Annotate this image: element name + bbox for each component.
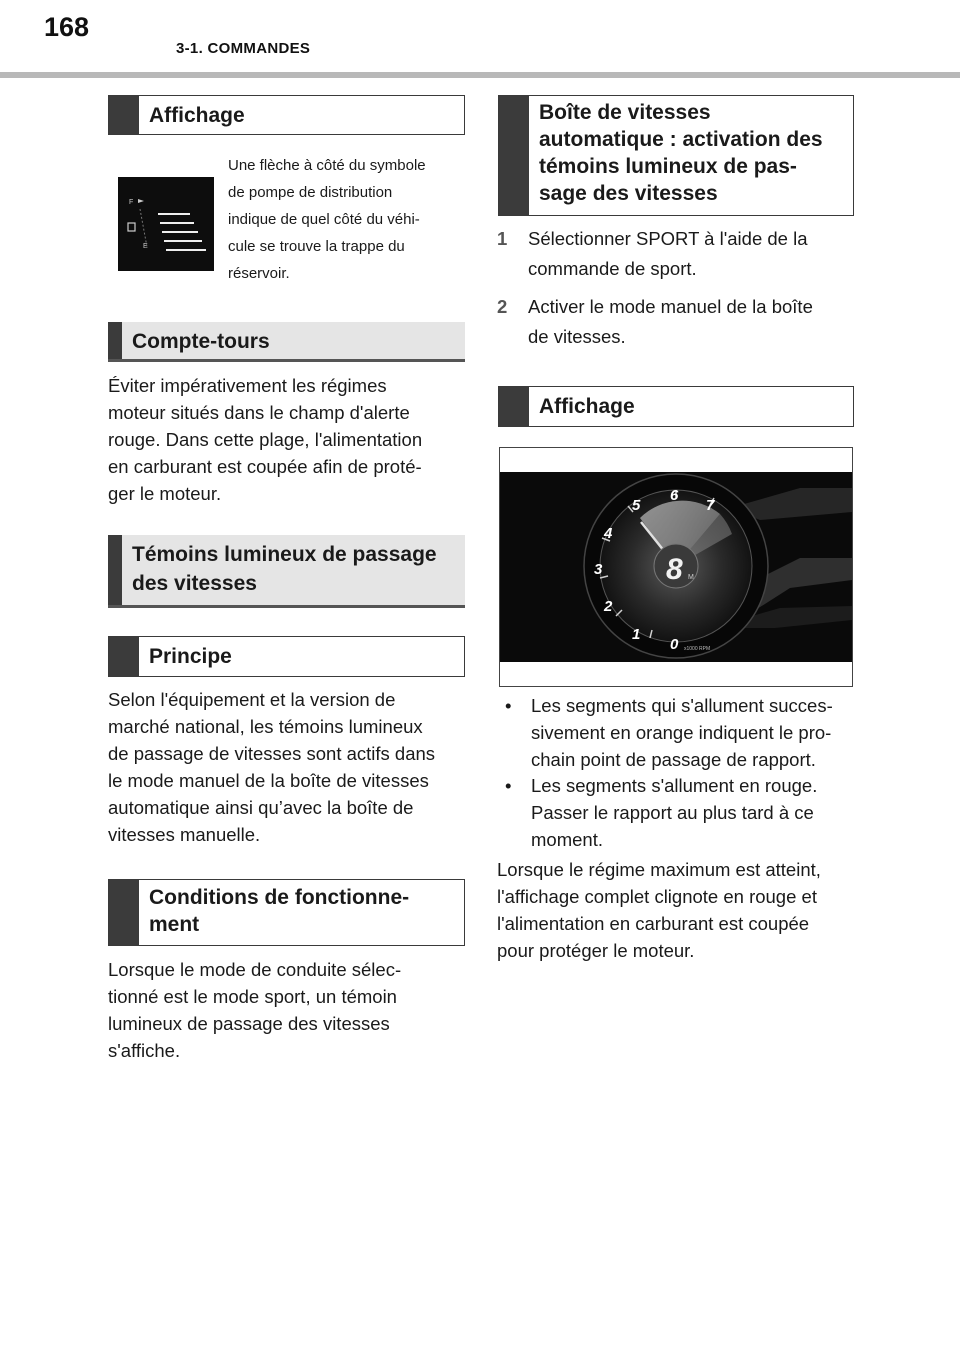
heading-temoins [108,535,465,608]
text-line: chain point de passage de rapport. [531,749,816,770]
text-line: en carburant est coupée afin de proté- [108,456,422,477]
text-line: sivement en orange indiquent le pro- [531,722,832,743]
step-number: 1 [497,228,508,249]
bullet-red-segments [505,772,865,853]
heading-text: Affichage [539,395,635,418]
step-number: 2 [497,296,508,317]
text-line: l'alimentation en carburant est coupée [497,913,810,934]
bullet-text [531,692,861,773]
text-line: vitesses manuelle. [108,824,261,845]
conditions-paragraph [108,956,470,1064]
fuel-gauge-icon [118,177,214,271]
heading-text [529,96,833,215]
heading-line: automatique : activation des [539,128,823,151]
heading-bar [109,637,139,676]
bullet-orange-segments [505,692,865,773]
compte-tours-paragraph [108,372,468,507]
text-line: réservoir. [228,265,290,282]
text-line: Lorsque le régime maximum est atteint, [497,859,821,880]
heading-compte-tours [108,322,465,362]
text-line: marché national, les témoins lumineux [108,716,423,737]
text-line: l'affichage complet clignote en rouge et [497,886,817,907]
heading-text: Affichage [149,104,245,127]
heading-line: Témoins lumineux de passage [132,543,437,566]
heading-line: Conditions de fonctionne- [149,886,410,909]
text-line: tionné est le mode sport, un témoin [108,986,397,1007]
fuel-empty-label: E [143,243,148,250]
bullet-text [531,772,861,853]
fuel-gauge-image [118,177,214,271]
text-line: moteur situés dans le champ d'alerte [108,402,410,423]
heading-text: Principe [149,645,232,668]
heading-text [139,880,419,945]
text-line: Sélectionner SPORT à l'aide de la [528,228,808,249]
tick-0: 0 [670,636,679,653]
text-line: cule se trouve la trappe du [228,238,405,255]
section-title: 3-1. COMMANDES [176,40,311,57]
text-line: Activer le mode manuel de la boîte [528,296,813,317]
heading-boite-vitesses [498,95,854,216]
page-number: 168 [44,12,90,42]
text-line: Une flèche à côté du symbole [228,157,426,174]
text-line: Passer le rapport au plus tard à ce [531,802,814,823]
tick-3: 3 [594,561,603,578]
bullet-dot: • [505,695,512,716]
tick-4: 4 [604,525,613,542]
heading-bar [499,96,529,215]
heading-bar [108,322,122,359]
step-text [528,224,848,284]
text-line: lumineux de passage des vitesses [108,1013,390,1034]
text-line: le mode manuel de la boîte de vitesses [108,770,429,791]
tick-1: 1 [632,626,641,643]
heading-affichage [108,95,465,135]
mode-indicator: M [688,574,694,581]
text-line: commande de sport. [528,258,697,279]
heading-bar [109,96,139,134]
text-line: indique de quel côté du véhi- [228,211,420,228]
text-line: Lorsque le mode de conduite sélec- [108,959,402,980]
header-rule [0,72,960,78]
max-rpm-paragraph [497,856,859,964]
heading-text: Compte-tours [132,330,270,353]
rpm-unit: x1000 RPM [684,646,711,652]
bullet-dot: • [505,775,512,796]
text-line: rouge. Dans cette plage, l'alimentation [108,429,423,450]
text-line: Les segments qui s'allument succes- [531,695,833,716]
heading-affichage-2 [498,386,854,427]
fuel-description [228,152,468,287]
principe-paragraph [108,686,470,848]
tick-6: 6 [670,487,679,504]
gear-indicator: 8 [666,553,683,586]
fuel-full-label: F [129,199,134,206]
heading-principe [108,636,465,677]
heading-line: témoins lumineux de pas- [539,155,797,178]
text-line: Éviter impérativement les régimes [108,375,387,396]
heading-line: sage des vitesses [539,182,718,205]
heading-bar [109,880,139,945]
tachometer-image [499,447,853,687]
tachometer-cluster-icon [500,448,852,686]
heading-line: ment [149,913,200,936]
tick-5: 5 [632,497,641,514]
text-line: moment. [531,829,603,850]
text-line: Selon l'équipement et la version de [108,689,396,710]
text-line: Les segments s'allument en rouge. [531,775,818,796]
heading-conditions [108,879,465,946]
heading-line: Boîte de vitesses [539,101,711,124]
text-line: automatique ainsi qu’avec la boîte de [108,797,414,818]
heading-bar [108,535,122,605]
heading-bar [499,387,529,426]
text-line: de vitesses. [528,326,626,347]
heading-line: des vitesses [132,572,257,595]
tick-2: 2 [604,598,613,615]
step-1 [497,224,857,286]
text-line: de passage de vitesses sont actifs dans [108,743,436,764]
step-2 [497,292,857,354]
text-line: pour protéger le moteur. [497,940,695,961]
text-line: de pompe de distribution [228,184,393,201]
step-text [528,292,848,352]
text-line: ger le moteur. [108,483,222,504]
tick-7: 7 [706,497,715,514]
text-line: s'affiche. [108,1040,181,1061]
heading-text [122,535,447,605]
